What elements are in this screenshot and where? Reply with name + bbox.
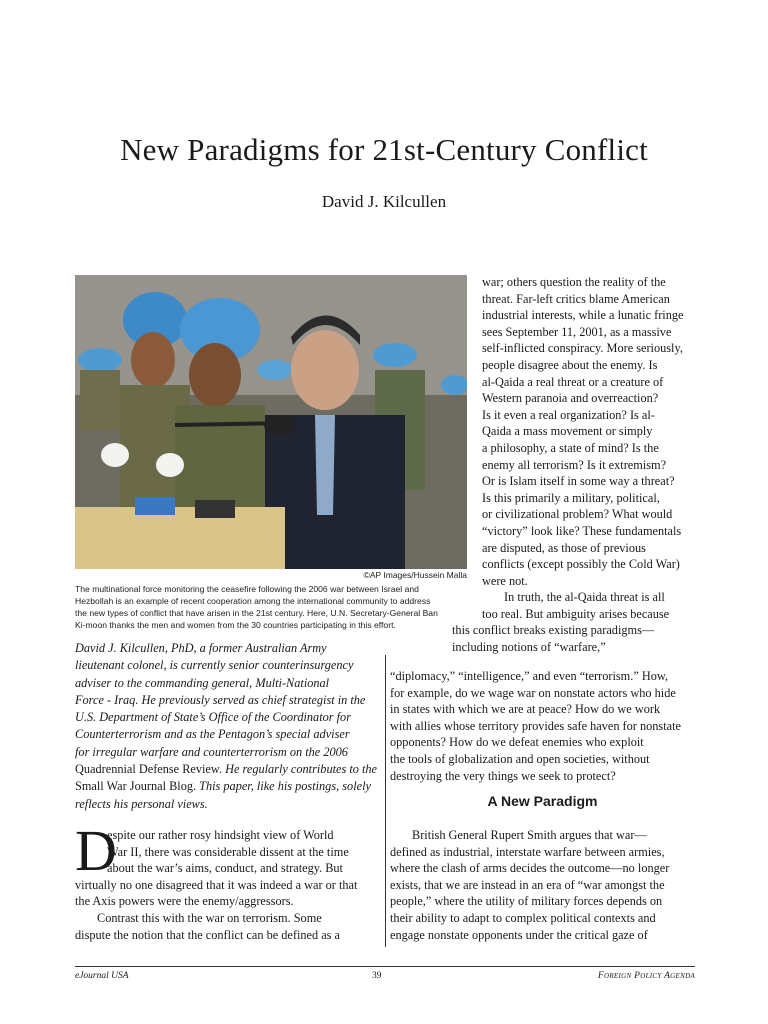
section-heading: A New Paradigm bbox=[487, 793, 598, 809]
body-line: “diplomacy,” “intelligence,” and even “terrorism.” How, bbox=[390, 669, 669, 683]
bio-roman-text: Small War Journal Blog. bbox=[75, 779, 197, 794]
body-line: industrial interests, while a lunatic fringe bbox=[482, 308, 684, 323]
author-bio bbox=[75, 640, 385, 813]
bio-line: U.S. Department of State’s Office of the Coordinator for bbox=[75, 710, 351, 725]
body-line: the Axis powers were the enemy/aggressors. bbox=[75, 894, 294, 909]
bio-line: for irregular warfare and counterterrorism on the 2006 bbox=[75, 744, 348, 759]
article-photo bbox=[75, 275, 467, 569]
body-line: Western paranoia and overreaction? bbox=[482, 391, 659, 406]
body-line: are disputed, as those of previous bbox=[482, 540, 646, 555]
bio-line: Force - Iraq. He previously served as chief strategist in the bbox=[75, 692, 366, 707]
body-line: al-Qaida a real threat or a creature of bbox=[482, 374, 664, 389]
bio-line bbox=[75, 778, 385, 795]
body-line: virtually no one disagreed that it was indeed a war or that bbox=[75, 877, 358, 892]
bio-line: David J. Kilcullen, PhD, a former Australian Army bbox=[75, 641, 327, 655]
caption-line: Ki-moon thanks the men and women from the 30 countries participating in this effort. bbox=[75, 620, 396, 630]
bio-line: Counterterrorism and as the Pentagon’s special adviser bbox=[75, 727, 350, 742]
body-line: Qaida a mass movement or simply bbox=[482, 424, 653, 439]
bio-line bbox=[75, 761, 385, 778]
article-title: New Paradigms for 21st-Century Conflict bbox=[120, 132, 648, 167]
footer-publication: eJournal USA bbox=[75, 971, 129, 981]
body-line: In truth, the al-Qaida threat is all bbox=[504, 590, 665, 605]
bio-line: reflects his personal views. bbox=[75, 796, 208, 811]
right-column-middle bbox=[390, 668, 695, 784]
body-line: too real. But ambiguity arises because bbox=[482, 606, 670, 621]
bio-italic-text: This paper, like his postings, solely bbox=[196, 779, 371, 794]
body-line: destroying the very things we seek to protect? bbox=[390, 768, 616, 783]
body-line: threat. Far-left critics blame American bbox=[482, 291, 670, 306]
photo-illustration bbox=[75, 275, 467, 569]
body-line: British General Rupert Smith argues that war— bbox=[412, 828, 647, 842]
body-line: “victory” look like? These fundamentals bbox=[482, 523, 682, 538]
caption-line: The multinational force monitoring the ceasefire following the 2006 war between Israel and bbox=[75, 584, 419, 594]
body-line: sees September 11, 2001, as a massive bbox=[482, 324, 672, 339]
body-line: where the clash of arms decides the outcome—no longer bbox=[390, 861, 670, 876]
body-line: opponents? How do we defeat enemies who exploit bbox=[390, 735, 644, 750]
photo-credit: ©AP Images/Hussein Malla bbox=[363, 570, 467, 580]
caption-line: Hezbollah is an example of recent cooperation among the international community to address bbox=[75, 596, 431, 606]
body-line: were not. bbox=[482, 573, 528, 588]
body-line: people disagree about the enemy. Is bbox=[482, 357, 658, 372]
body-line: their ability to adapt to complex political contexts and bbox=[390, 910, 656, 925]
body-line: or civilizational problem? What would bbox=[482, 507, 673, 522]
footer-rule bbox=[75, 966, 695, 967]
body-line: Is this primarily a military, political, bbox=[482, 490, 660, 505]
right-column-bottom bbox=[390, 827, 695, 943]
body-line: people,” where the utility of military forces depends on bbox=[390, 894, 663, 909]
body-line: War II, there was considerable dissent at the time bbox=[107, 844, 349, 859]
body-line: Is it even a real organization? Is al- bbox=[482, 407, 655, 422]
caption-line: the new types of conflict that have arisen in the 21st century. Here, U.N. Secretary-General Ban bbox=[75, 608, 438, 618]
body-line: in states with which we are at peace? How do we work bbox=[390, 702, 661, 717]
drop-cap: D bbox=[75, 818, 117, 883]
body-line: dispute the notion that the conflict can be defined as a bbox=[75, 927, 340, 942]
bio-line: lieutenant colonel, is currently senior counterinsurgency bbox=[75, 658, 354, 673]
body-line: conflicts (except possibly the Cold War) bbox=[482, 557, 680, 572]
footer-issue-title: Foreign Policy Agenda bbox=[597, 971, 695, 981]
body-line: for example, do we wage war on nonstate actors who hide bbox=[390, 685, 676, 700]
bio-italic-text: He regularly contributes to the bbox=[222, 762, 377, 777]
body-line: war; others question the reality of the bbox=[482, 275, 666, 289]
footer-page-number: 39 bbox=[372, 971, 382, 981]
body-line: about the war’s aims, conduct, and strategy. But bbox=[107, 861, 343, 876]
body-line: a philosophy, a state of mind? Is the bbox=[482, 440, 659, 455]
body-line: exists, that we are instead in an era of “war amongst the bbox=[390, 877, 665, 892]
bio-line: adviser to the commanding general, Multi-National bbox=[75, 675, 330, 690]
body-line: engage nonstate opponents under the critical gaze of bbox=[390, 927, 648, 942]
body-line: defined as industrial, interstate warfare between armies, bbox=[390, 844, 665, 859]
body-line: with allies whose territory provides safe haven for nonstate bbox=[390, 718, 681, 733]
bio-roman-text: Quadrennial Defense Review. bbox=[75, 762, 223, 777]
body-line: espite our rather rosy hindsight view of World bbox=[107, 828, 334, 842]
body-line: including notions of “warfare,” bbox=[452, 640, 606, 655]
body-line: the tools of globalization and open societies, without bbox=[390, 751, 650, 766]
left-column-body bbox=[75, 827, 380, 943]
right-column-top bbox=[452, 274, 684, 656]
body-line: Or is Islam itself in some way a threat? bbox=[482, 474, 675, 489]
author-byline: David J. Kilcullen bbox=[321, 192, 447, 211]
body-line: Contrast this with the war on terrorism. Some bbox=[97, 910, 322, 925]
body-line: enemy all terrorism? Is it extremism? bbox=[482, 457, 667, 472]
photo-caption bbox=[75, 583, 470, 631]
column-divider bbox=[385, 655, 386, 947]
body-line: this conflict breaks existing paradigms— bbox=[452, 623, 655, 638]
body-line: self-inflicted conspiracy. More seriously, bbox=[482, 341, 683, 356]
